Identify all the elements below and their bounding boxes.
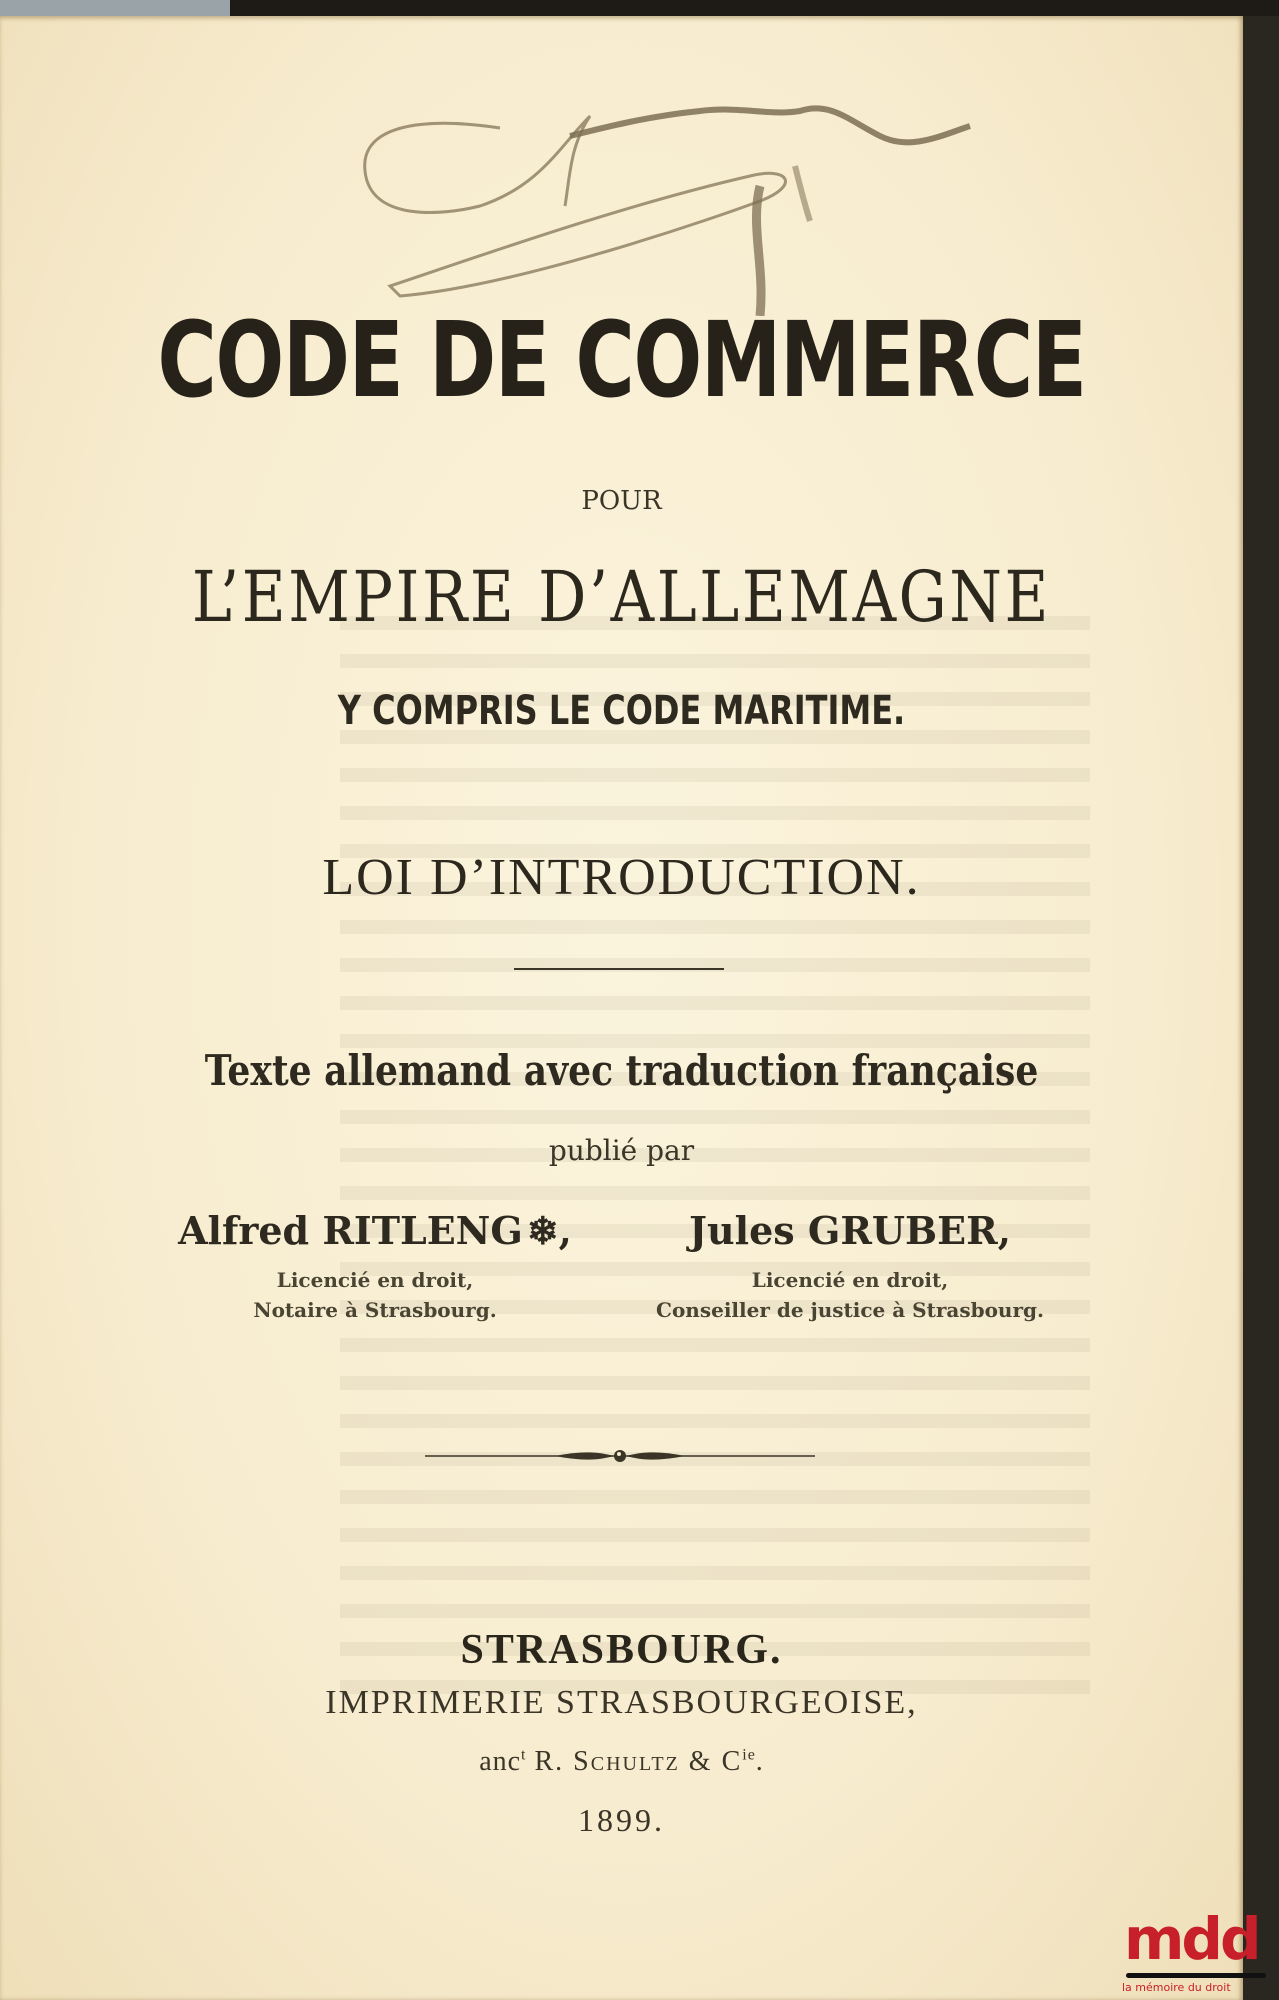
mdd-watermark-logo bbox=[1118, 1905, 1278, 2000]
book-subtitle: L’EMPIRE D’ALLEMAGNE bbox=[191, 556, 1052, 638]
author-name: Jules GRUBER, bbox=[689, 1208, 1011, 1253]
former-prefix: anc bbox=[479, 1746, 522, 1777]
author-block-gruber bbox=[600, 1208, 1100, 1325]
title-page bbox=[0, 16, 1243, 2000]
published-by-label: publié par bbox=[548, 1134, 695, 1167]
subtitle-note: Y COMPRIS LE CODE MARITIME. bbox=[337, 688, 906, 734]
logo-text: mdd bbox=[1124, 1905, 1259, 1973]
title-connector: POUR bbox=[581, 486, 662, 516]
divider-rule bbox=[514, 968, 724, 970]
former-printer-name: R. Schultz & C bbox=[534, 1746, 743, 1777]
author-block-ritleng bbox=[170, 1208, 580, 1325]
former-sup2: ie bbox=[742, 1746, 756, 1764]
logo-tagline: la mémoire du droit bbox=[1122, 1981, 1231, 1994]
logo-underline bbox=[1126, 1973, 1266, 1978]
decoration-icon: ❄, bbox=[526, 1208, 572, 1253]
former-end: . bbox=[755, 1746, 764, 1777]
author-position: Conseiller de justice à Strasbourg. bbox=[656, 1298, 1044, 1322]
scanner-border-grey bbox=[0, 0, 230, 16]
section-heading: LOI D’INTRODUCTION. bbox=[322, 849, 921, 906]
imprint-printer: IMPRIMERIE STRASBOURGEOISE, bbox=[325, 1684, 918, 1721]
publication-year: 1899. bbox=[578, 1802, 665, 1838]
former-sup: t bbox=[521, 1746, 527, 1764]
imprint-former-name bbox=[0, 1746, 1243, 1778]
author-name: Alfred RITLENG bbox=[178, 1208, 523, 1253]
author-credential: Licencié en droit, bbox=[751, 1268, 949, 1292]
author-credential: Licencié en droit, bbox=[276, 1268, 474, 1292]
edition-description: Texte allemand avec traduction française bbox=[204, 1046, 1039, 1095]
handwritten-signature bbox=[320, 56, 1100, 316]
imprint-city: STRASBOURG. bbox=[460, 1627, 783, 1673]
author-position: Notaire à Strasbourg. bbox=[253, 1298, 497, 1322]
scanner-border bbox=[0, 0, 1279, 16]
ornamental-rule-icon bbox=[425, 1446, 815, 1466]
book-title: CODE DE COMMERCE bbox=[157, 299, 1086, 421]
